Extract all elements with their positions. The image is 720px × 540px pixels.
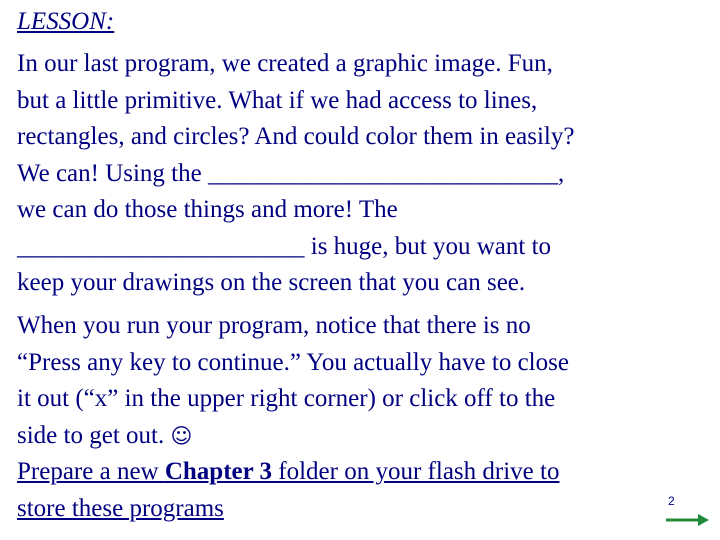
text-line: “Press any key to continue.” You actually have to close: [17, 348, 569, 376]
smiley-icon: ☺: [170, 423, 193, 448]
intro-paragraph: [17, 46, 574, 302]
page-number: 2: [668, 494, 675, 508]
text-line: In our last program, we created a graphic image. Fun,: [17, 50, 553, 77]
text-line: rectangles, and circles? And could color them in easily?: [17, 123, 575, 150]
text-line: we can do those things and more! The: [17, 196, 398, 223]
text-line: keep your drawings on the screen that you can see.: [17, 269, 526, 296]
lesson-heading: LESSON:: [17, 8, 115, 35]
next-arrow-icon[interactable]: [664, 512, 710, 528]
prepare-folder-line: [17, 454, 569, 491]
store-programs-line: store these programs: [17, 494, 224, 522]
text-line: _______________________ is huge, but you want to: [17, 232, 552, 260]
text-line: When you run your program, notice that there is no: [17, 312, 531, 339]
text-segment: side to get out.: [17, 421, 171, 449]
text-segment: Prepare a new: [17, 458, 165, 485]
text-line: but a little primitive. What if we had access to lines,: [17, 86, 538, 114]
text-line: it out (“x” in the upper right corner) or click off to the: [17, 385, 556, 412]
chapter-3-emphasis: Chapter 3: [164, 458, 273, 485]
text-line: We can! Using the ____________________________,: [17, 159, 565, 187]
instructions-paragraph: [17, 308, 569, 527]
text-segment: folder on your flash drive to: [272, 458, 560, 485]
text-line: [17, 418, 569, 455]
